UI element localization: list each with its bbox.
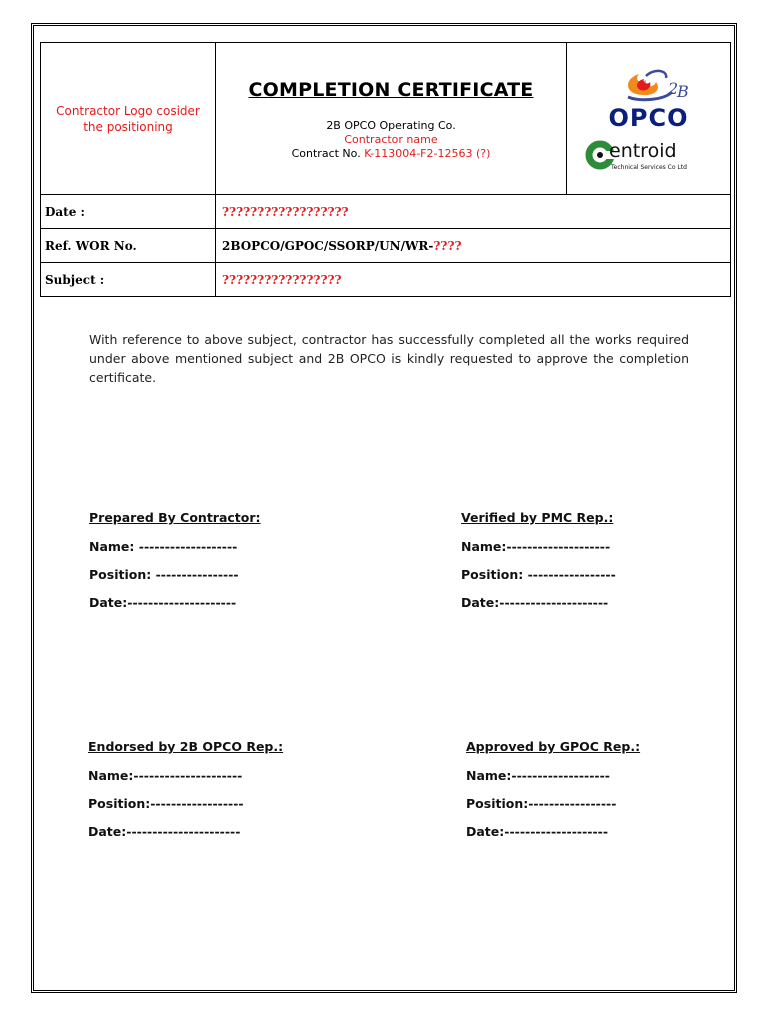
page-title: COMPLETION CERTIFICATE bbox=[248, 78, 534, 101]
wor-prefix: 2BOPCO/GPOC/SSORP/UN/WR- bbox=[222, 238, 434, 253]
verified-position-field: Position: ----------------- bbox=[461, 567, 616, 582]
endorsed-by-title: Endorsed by 2B OPCO Rep.: bbox=[88, 739, 284, 754]
verified-by-block bbox=[461, 510, 616, 623]
verified-by-title: Verified by PMC Rep.: bbox=[461, 510, 614, 525]
wor-value bbox=[216, 229, 731, 263]
centroid-logo bbox=[567, 138, 730, 174]
centroid-logo-text: entroid bbox=[609, 139, 677, 162]
approved-date-field: Date:-------------------- bbox=[466, 824, 609, 839]
svg-text:2: 2 bbox=[667, 78, 678, 98]
wor-suffix: ???? bbox=[433, 238, 462, 253]
endorsed-position-field: Position:------------------ bbox=[88, 796, 244, 811]
logo-placeholder-line2: the positioning bbox=[83, 119, 173, 134]
contractor-logo-placeholder bbox=[41, 43, 216, 195]
logo-placeholder-line1: Contractor Logo cosider bbox=[56, 103, 200, 118]
prepared-date-field: Date:--------------------- bbox=[89, 595, 237, 610]
header-table bbox=[40, 42, 731, 297]
company-name: 2B OPCO Operating Co. bbox=[326, 118, 456, 132]
prepared-by-title: Prepared By Contractor: bbox=[89, 510, 261, 525]
opco-flame-icon bbox=[584, 64, 714, 106]
date-value: ?????????????????? bbox=[216, 195, 731, 229]
approved-name-field: Name:------------------- bbox=[466, 768, 610, 783]
contract-label: Contract No. bbox=[291, 146, 365, 160]
approved-by-title: Approved by GPOC Rep.: bbox=[466, 739, 641, 754]
wor-label: Ref. WOR No. bbox=[41, 229, 216, 263]
verified-name-field: Name:-------------------- bbox=[461, 539, 611, 554]
prepared-by-block bbox=[89, 510, 261, 623]
title-block bbox=[216, 43, 567, 195]
verified-date-field: Date:--------------------- bbox=[461, 595, 609, 610]
opco-logo-text: OPCO bbox=[608, 103, 689, 132]
company-logos bbox=[567, 43, 731, 195]
prepared-name-field: Name: ------------------- bbox=[89, 539, 238, 554]
contract-value: K-113004-F2-12563 (?) bbox=[364, 146, 491, 160]
endorsed-date-field: Date:---------------------- bbox=[88, 824, 241, 839]
approved-position-field: Position:----------------- bbox=[466, 796, 617, 811]
contract-number bbox=[216, 147, 566, 161]
contractor-name: Contractor name bbox=[344, 132, 438, 146]
endorsed-by-block bbox=[88, 739, 283, 852]
endorsed-name-field: Name:--------------------- bbox=[88, 768, 243, 783]
subject-label: Subject : bbox=[41, 263, 216, 297]
prepared-position-field: Position: ---------------- bbox=[89, 567, 239, 582]
body-paragraph: With reference to above subject, contractor has successfully completed all the works required under above mentioned subject and 2B OPCO is kindly requested to approve the completion certificate. bbox=[89, 332, 689, 385]
svg-text:B: B bbox=[676, 81, 689, 101]
date-label: Date : bbox=[41, 195, 216, 229]
centroid-tagline: Technical Services Co Ltd bbox=[611, 163, 687, 171]
approved-by-block bbox=[466, 739, 640, 852]
subject-value: ????????????????? bbox=[216, 263, 731, 297]
